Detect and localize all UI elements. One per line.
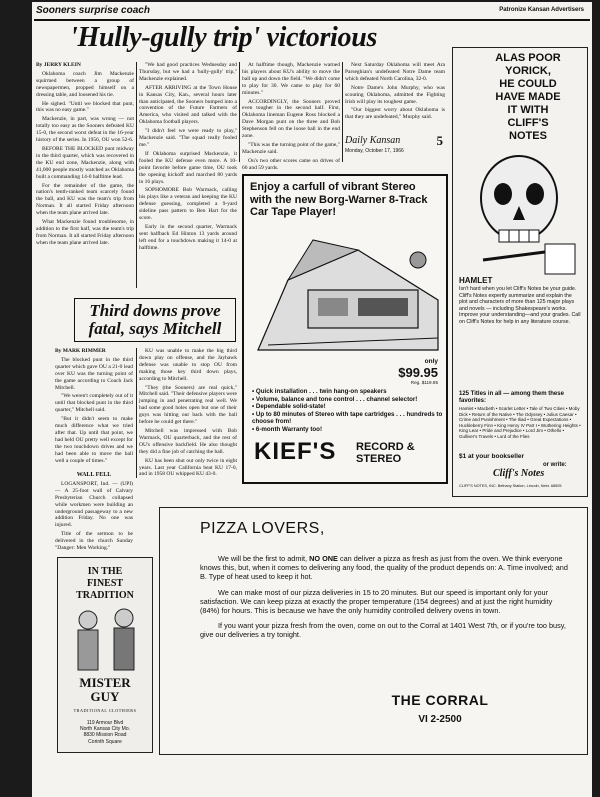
paragraph: AFTER ARRIVING at the Town House in Kansas City, Kan., several hours later than anticipated, the Sooners bumped into a convention of the Future Farmers of America, who visited and talked with the Oklahoma football players. — [139, 84, 237, 126]
paragraph: BEFORE THE BLOCKED punt midway in the third quarter, which was recovered in the KU end zone, Mackenzie, along with 41,000 people mostly watched as Oklahoma built a commanding 14-0 halftime lead. — [36, 145, 134, 180]
paragraph: Title of the sermon to be delivered in the church Sunday "Danger: Men Working." — [55, 531, 133, 552]
story1-byline: By JERRY KLEIN — [36, 62, 81, 68]
story1-column-1 — [36, 62, 134, 288]
gentleman-illustration — [62, 604, 148, 674]
skull-illustration — [463, 148, 581, 276]
cliffs-title-list: Hamlet • Macbeth • Scarlet Letter • Tale of Two Cities • Moby Dick • Return of the Native • The Odyssey • Julius Caesar • Crime and Punishment • The Iliad • Great Expectations • Huckleberry Finn • King Henry IV Part I • Wuthering Heights • King Lear • Pride and Prejudice • Lord Jim • Othello • Gulliver's Travels • Lord of the Flies — [459, 406, 581, 439]
wall-fell-heading: WALL FELL — [76, 472, 112, 478]
paragraph: If Oklahoma surprised Mackenzie, it fooled the KU defense even more. A 10-point favorite before game time, OU took the opening kickoff and marched 80 yards in 16 plays. — [139, 150, 237, 185]
car-tape-illustration — [248, 220, 444, 360]
sale-price: $99.95 — [398, 365, 438, 380]
kiefs-store-tag: RECORD & STEREO — [356, 441, 415, 465]
kiefs-store-name: KIEF'S — [254, 438, 337, 465]
feature-item: • Up to 80 minutes of Stereo with tape cartridges . . . hundreds to choose from! — [252, 410, 443, 425]
story1-headline: 'Hully-gully trip' victorious — [70, 22, 378, 53]
column-rule — [342, 62, 343, 162]
paragraph: He sighed. "Until we blocked that punt, this was no easy game." — [36, 100, 134, 114]
header-rule — [34, 19, 590, 21]
feature-item: • 6-month Warranty too! — [252, 425, 323, 433]
mister-guy-ad — [57, 557, 153, 753]
story2-headline-box — [74, 298, 236, 342]
paragraph: What Mackenzie found troublesome, in addition to the first half, was the team's trip from Norman. It all started Friday afternoon when the team plane arrived late. — [36, 219, 134, 246]
paragraph: "We weren't completely out of it until that blocked punt in the third quarter," Mitchell said. — [55, 393, 133, 414]
paper-name: Daily Kansan — [345, 135, 401, 146]
mister-guy-brand: MISTER GUY — [79, 675, 131, 704]
paragraph: Oklahoma coach Jim Mackenzie squirmed between a group of newspapermen, propped himself on a dressing table, and loosened his tie. — [36, 70, 134, 98]
cliffs-price: $1 at your bookseller — [459, 453, 525, 460]
issue-date: Monday, October 17, 1966 — [345, 148, 404, 154]
cliffs-book-title: HAMLET — [459, 276, 493, 285]
corral-name: THE CORRAL — [391, 692, 489, 708]
paragraph: "They (the Sooners) are real quick," Mitchell said. "Their defensive players were jumping in and penetrating real well. We had some good holes open but one of their guys was hitting our back with the ball before he could get there." — [139, 384, 237, 426]
corral-phone: VI 2-2500 — [418, 714, 462, 725]
section-title: Sooners surprise coach — [36, 5, 150, 16]
paragraph: Ou's two other scores came on drives of 66 and 59 yards. — [242, 157, 340, 171]
paragraph: "I didn't feel we were ready to play," Mackenzie said. "The squad really fooled me." — [139, 128, 237, 148]
column-rule — [239, 62, 240, 162]
kiefs-headline: Enjoy a carfull of vibrant Stereo with the new Borg-Warner 8-Track Car Tape Player! — [250, 181, 428, 218]
cliffs-or-write: or write: — [543, 462, 567, 468]
mister-guy-address: 119 Armour Blvd North Kansas City Mo. 8830 Mission Road Corinth Square — [79, 720, 131, 745]
paragraph: LOGANSPORT, Ind. — (UPI) — A 25-foot wall of Calvary Presbyterian Church collapsed while workmen were building an underground passageway to a new addition Friday. No one was injured. — [55, 480, 133, 529]
pizza-body — [200, 554, 570, 646]
story2-byline: By MARK RIMMER — [55, 348, 106, 354]
story2-column-2 — [139, 348, 237, 478]
cliffs-titles-heading: 125 Titles in all — among them these favorites: — [459, 391, 564, 404]
paragraph: KU has been shut out only twice in eight years. Last year California beat KU 17-0, and in 1958 OU whipped KU 43-0. — [139, 457, 237, 478]
regular-price: Reg. $119.95 — [410, 380, 438, 385]
cliffs-quote: ALAS POOR YORICK, HE COULD HAVE MADE IT WITH CLIFF'S NOTES — [495, 52, 561, 142]
pizza-paragraph-2: We can make most of our pizza deliveries in 15 to 20 minutes. But our speed is important only for your satisfaction. We can keep pizza at exactly the proper temperature (154 degrees) and at just the right humidity (84%) for hours. This is because we have the only humidity controlled delivery ovens in town. — [200, 587, 553, 616]
paragraph: Early in the second quarter, Warmack sent halfback Ed Hinton 13 yards around left end for a touchdown making it 14-0 at halftime. — [139, 223, 237, 251]
corral-pizza-ad — [159, 507, 588, 755]
cliffs-brand: Cliff's Notes — [493, 468, 545, 479]
pizza-paragraph-1: We will be the first to admit, NO ONE can deliver a pizza as fresh as just from the oven. We think everyone knows this, but, when it comes to delivering any food, the quality of the product depends on: A. Time involved; and B. Type of heat used to keep it hot. — [200, 554, 568, 582]
kiefs-features — [252, 388, 444, 433]
story1-column-4 — [345, 62, 445, 128]
wall-fell-brief — [55, 472, 133, 552]
paragraph: "We had good practices Wednesday and Thursday, but we had a 'hully-gully' trip," Mackenzie explained. — [139, 62, 237, 82]
feature-item: • Quick installation . . . twin hang-on speakers — [252, 388, 387, 395]
paragraph: At halftime though, Mackenzie warned his players about KU's ability to move the ball up and down the field. "We didn't come to play for 30. We came to play for 60 minutes." — [242, 62, 340, 96]
kiefs-price-block — [398, 358, 438, 385]
paragraph: SOPHOMORE Bob Warmack, calling his plays like a veteran and keeping the KU defense guessing, completed a 9-yard sideline pass pattern to Ben Hart for the score. — [139, 187, 237, 222]
cliffs-body: Isn't hard when you let Cliff's Notes be your guide. Cliff's Notes expertly summarize and explain the plot and characters of more than 125 major plays and novels — including Shakespeare's works. Improve your understanding—and your grades. Call on Cliff's Notes for help in any literature course. — [459, 286, 581, 325]
pizza-heading: PIZZA LOVERS, — [200, 520, 325, 537]
column-rule — [136, 348, 137, 478]
newspaper-page — [32, 2, 592, 797]
story1-column-2 — [139, 62, 237, 288]
story2-headline: Third downs prove fatal, says Mitchell — [88, 301, 222, 338]
mister-guy-slogan: IN THE FINEST TRADITION — [76, 566, 134, 601]
paragraph: Notre Dame's John Murphy, who was scouting Oklahoma, admitted the Fighting Irish will play its toughest game. — [345, 84, 445, 105]
story1-column-3 — [242, 62, 340, 171]
page-number: 5 — [436, 133, 443, 148]
paragraph: "But it didn't seem to make much difference what we tried after that. Up until that point, we had held OU pretty well except for the two touchdown drives and we had been able to move the ball well a couple of times." — [55, 416, 133, 464]
feature-item: • Volume, balance and tone control . . . channel selector! — [252, 395, 418, 403]
paragraph: "This was the turning point of the game," Mackenzie said. — [242, 141, 340, 155]
paragraph: Next Saturday Oklahoma will meet Ara Parseghian's undefeated Notre Dame team which defeated North Carolina, 32-0. — [345, 62, 445, 82]
cliffs-notes-ad — [452, 47, 588, 497]
paragraph: ACCORDINGLY, the Sooners proved even tougher in the second half. First, Oklahoma lineman Eugene Ross blocked a Dave Morgan punt on the three and Bob Stephenson fell on the loose ball in the end zone. — [242, 98, 340, 140]
story2-column-1 — [55, 348, 133, 464]
paragraph: For the remainder of the game, the nation's tenth-ranked team scarcely found the ball, and KU was the team's trip from Norman. It all started Friday afternoon when the team plane arrived late. — [36, 182, 134, 217]
paragraph: Mitchell was impressed with Bob Warmack, OU quarterback, and the rest of OU's offensive backfield. He also thought they did a fine job of catching the ball. — [139, 427, 237, 455]
mister-guy-tag: TRADITIONAL CLOTHIERS — [73, 708, 137, 713]
column-rule — [136, 62, 137, 288]
paragraph: Mackenzie, in part, was wrong — not totally too easy as the Sooners defeated KU 15-0, the second worst defeat in the 16-year history of the series. In 1956, OU won 52-6. — [36, 116, 134, 144]
paragraph: The blocked punt in the third quarter which gave OU a 21-0 lead over KU was the turning point of the game according to Coach Jack Mitchell. — [55, 356, 133, 391]
page-folio — [345, 135, 445, 159]
kiefs-ad — [242, 174, 448, 484]
paragraph: "Our biggest worry about Oklahoma is that they are undefeated," Murphy said. — [345, 107, 445, 121]
patronize-banner: Patronize Kansan Advertisers — [499, 7, 584, 13]
pizza-paragraph-3: If you want your pizza fresh from the oven, come on out to the Corral at 1401 West 7th, or if you're too busy, give our deliveries a try tonight. — [200, 621, 566, 640]
paragraph: KU was unable to make the big third down play on offense, and the Jayhawk defense was unable to stop OU from making those key third down plays, according to Mitchell. — [139, 348, 237, 382]
feature-item: • Dependable solid-state! — [252, 403, 326, 410]
cliffs-address: CLIFF'S NOTES, INC. Bethany Station, Lincoln, Nebr. 68505 — [459, 484, 562, 488]
price-prefix: only — [424, 358, 438, 365]
